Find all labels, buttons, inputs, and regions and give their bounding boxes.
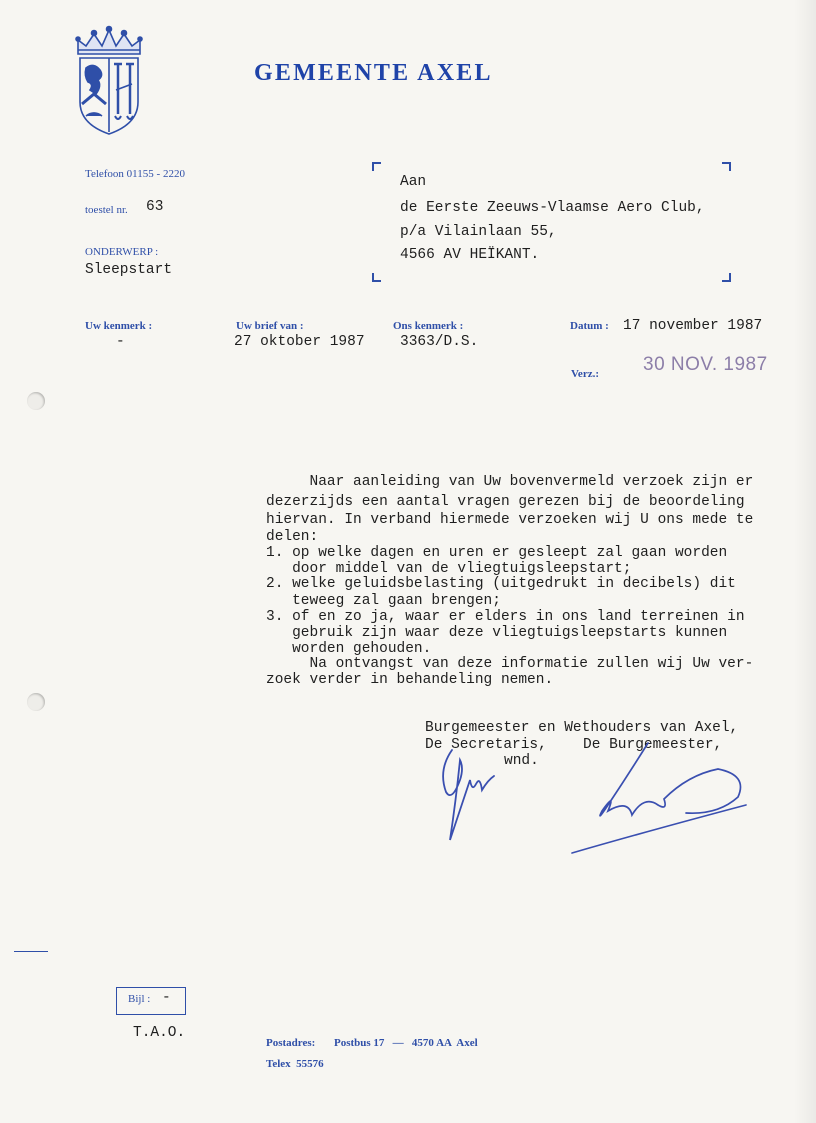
burgemeester-title: De Burgemeester, xyxy=(583,737,723,753)
attachments-box xyxy=(116,987,186,1015)
bijl-label: Bijl : xyxy=(128,993,151,1005)
subject-value: Sleepstart xyxy=(85,262,173,278)
tao-note: T.A.O. xyxy=(133,1025,186,1041)
recipient-line: de Eerste Zeeuws-Vlaamse Aero Club, xyxy=(400,200,705,216)
page-edge-shadow xyxy=(794,0,816,1123)
ons-kenmerk-value: 3363/D.S. xyxy=(400,334,479,350)
body-line: 2. welke geluidsbelasting (uitgedrukt in decibels) dit xyxy=(266,576,736,592)
wnd-note: wnd. xyxy=(504,753,539,769)
body-line: hiervan. In verband hiermede verzoeken wij U ons mede te xyxy=(266,512,754,528)
secretaris-signature xyxy=(430,740,510,852)
body-line: 1. op welke dagen en uren er gesleept zal gaan worden xyxy=(266,545,728,561)
recipient-line: p/a Vilainlaan 55, xyxy=(400,224,557,240)
verz-label: Verz.: xyxy=(571,368,599,380)
address-corner-bottom-left xyxy=(372,273,381,282)
burgemeester-signature xyxy=(568,735,758,860)
address-corner-top-right xyxy=(722,162,731,171)
body-line: delen: xyxy=(266,529,319,545)
datum-label: Datum : xyxy=(570,320,609,332)
fold-mark xyxy=(14,951,48,952)
postadres-value: Postbus 17 — 4570 AA Axel xyxy=(334,1037,478,1049)
extension-label: toestel nr. xyxy=(85,204,128,216)
ons-kenmerk-label: Ons kenmerk : xyxy=(393,320,464,332)
bijl-value: - xyxy=(162,990,171,1006)
postadres-label: Postadres: xyxy=(266,1037,316,1049)
body-line: gebruik zijn waar deze vliegtuigsleepstarts kunnen xyxy=(266,625,728,641)
extension-value: 63 xyxy=(146,199,164,215)
body-line: worden gehouden. xyxy=(266,641,432,657)
municipality-title: GEMEENTE AXEL xyxy=(254,60,493,86)
uw-kenmerk-value: - xyxy=(116,334,125,350)
punch-hole xyxy=(27,392,45,410)
municipal-coat-of-arms-icon xyxy=(72,24,146,136)
closing-line: Burgemeester en Wethouders van Axel, xyxy=(425,720,739,736)
body-line: Naar aanleiding van Uw bovenvermeld verzoek zijn er xyxy=(266,474,754,490)
secretaris-title: De Secretaris, xyxy=(425,737,547,753)
body-line: Na ontvangst van deze informatie zullen wij Uw ver- xyxy=(266,656,754,672)
subject-label: ONDERWERP : xyxy=(85,246,159,258)
body-line: zoek verder in behandeling nemen. xyxy=(266,672,554,688)
datum-value: 17 november 1987 xyxy=(623,318,763,334)
body-line: 3. of en zo ja, waar er elders in ons land terreinen in xyxy=(266,609,745,625)
telex-line: Telex 55576 xyxy=(266,1058,324,1070)
body-line: dezerzijds een aantal vragen gerezen bij de beoordeling xyxy=(266,494,745,510)
address-corner-bottom-right xyxy=(722,273,731,282)
recipient-line: 4566 AV HEÏKANT. xyxy=(400,247,540,263)
punch-hole xyxy=(27,693,45,711)
uw-kenmerk-label: Uw kenmerk : xyxy=(85,320,153,332)
uw-brief-label: Uw brief van : xyxy=(236,320,304,332)
body-line: door middel van de vliegtuigsleepstart; xyxy=(266,561,632,577)
telephone-label: Telefoon 01155 - 2220 xyxy=(85,168,185,180)
received-date-stamp: 30 NOV. 1987 xyxy=(643,354,768,375)
uw-brief-value: 27 oktober 1987 xyxy=(234,334,365,350)
body-line: teweeg zal gaan brengen; xyxy=(266,593,501,609)
address-corner-top-left xyxy=(372,162,381,171)
recipient-line: Aan xyxy=(400,174,427,190)
